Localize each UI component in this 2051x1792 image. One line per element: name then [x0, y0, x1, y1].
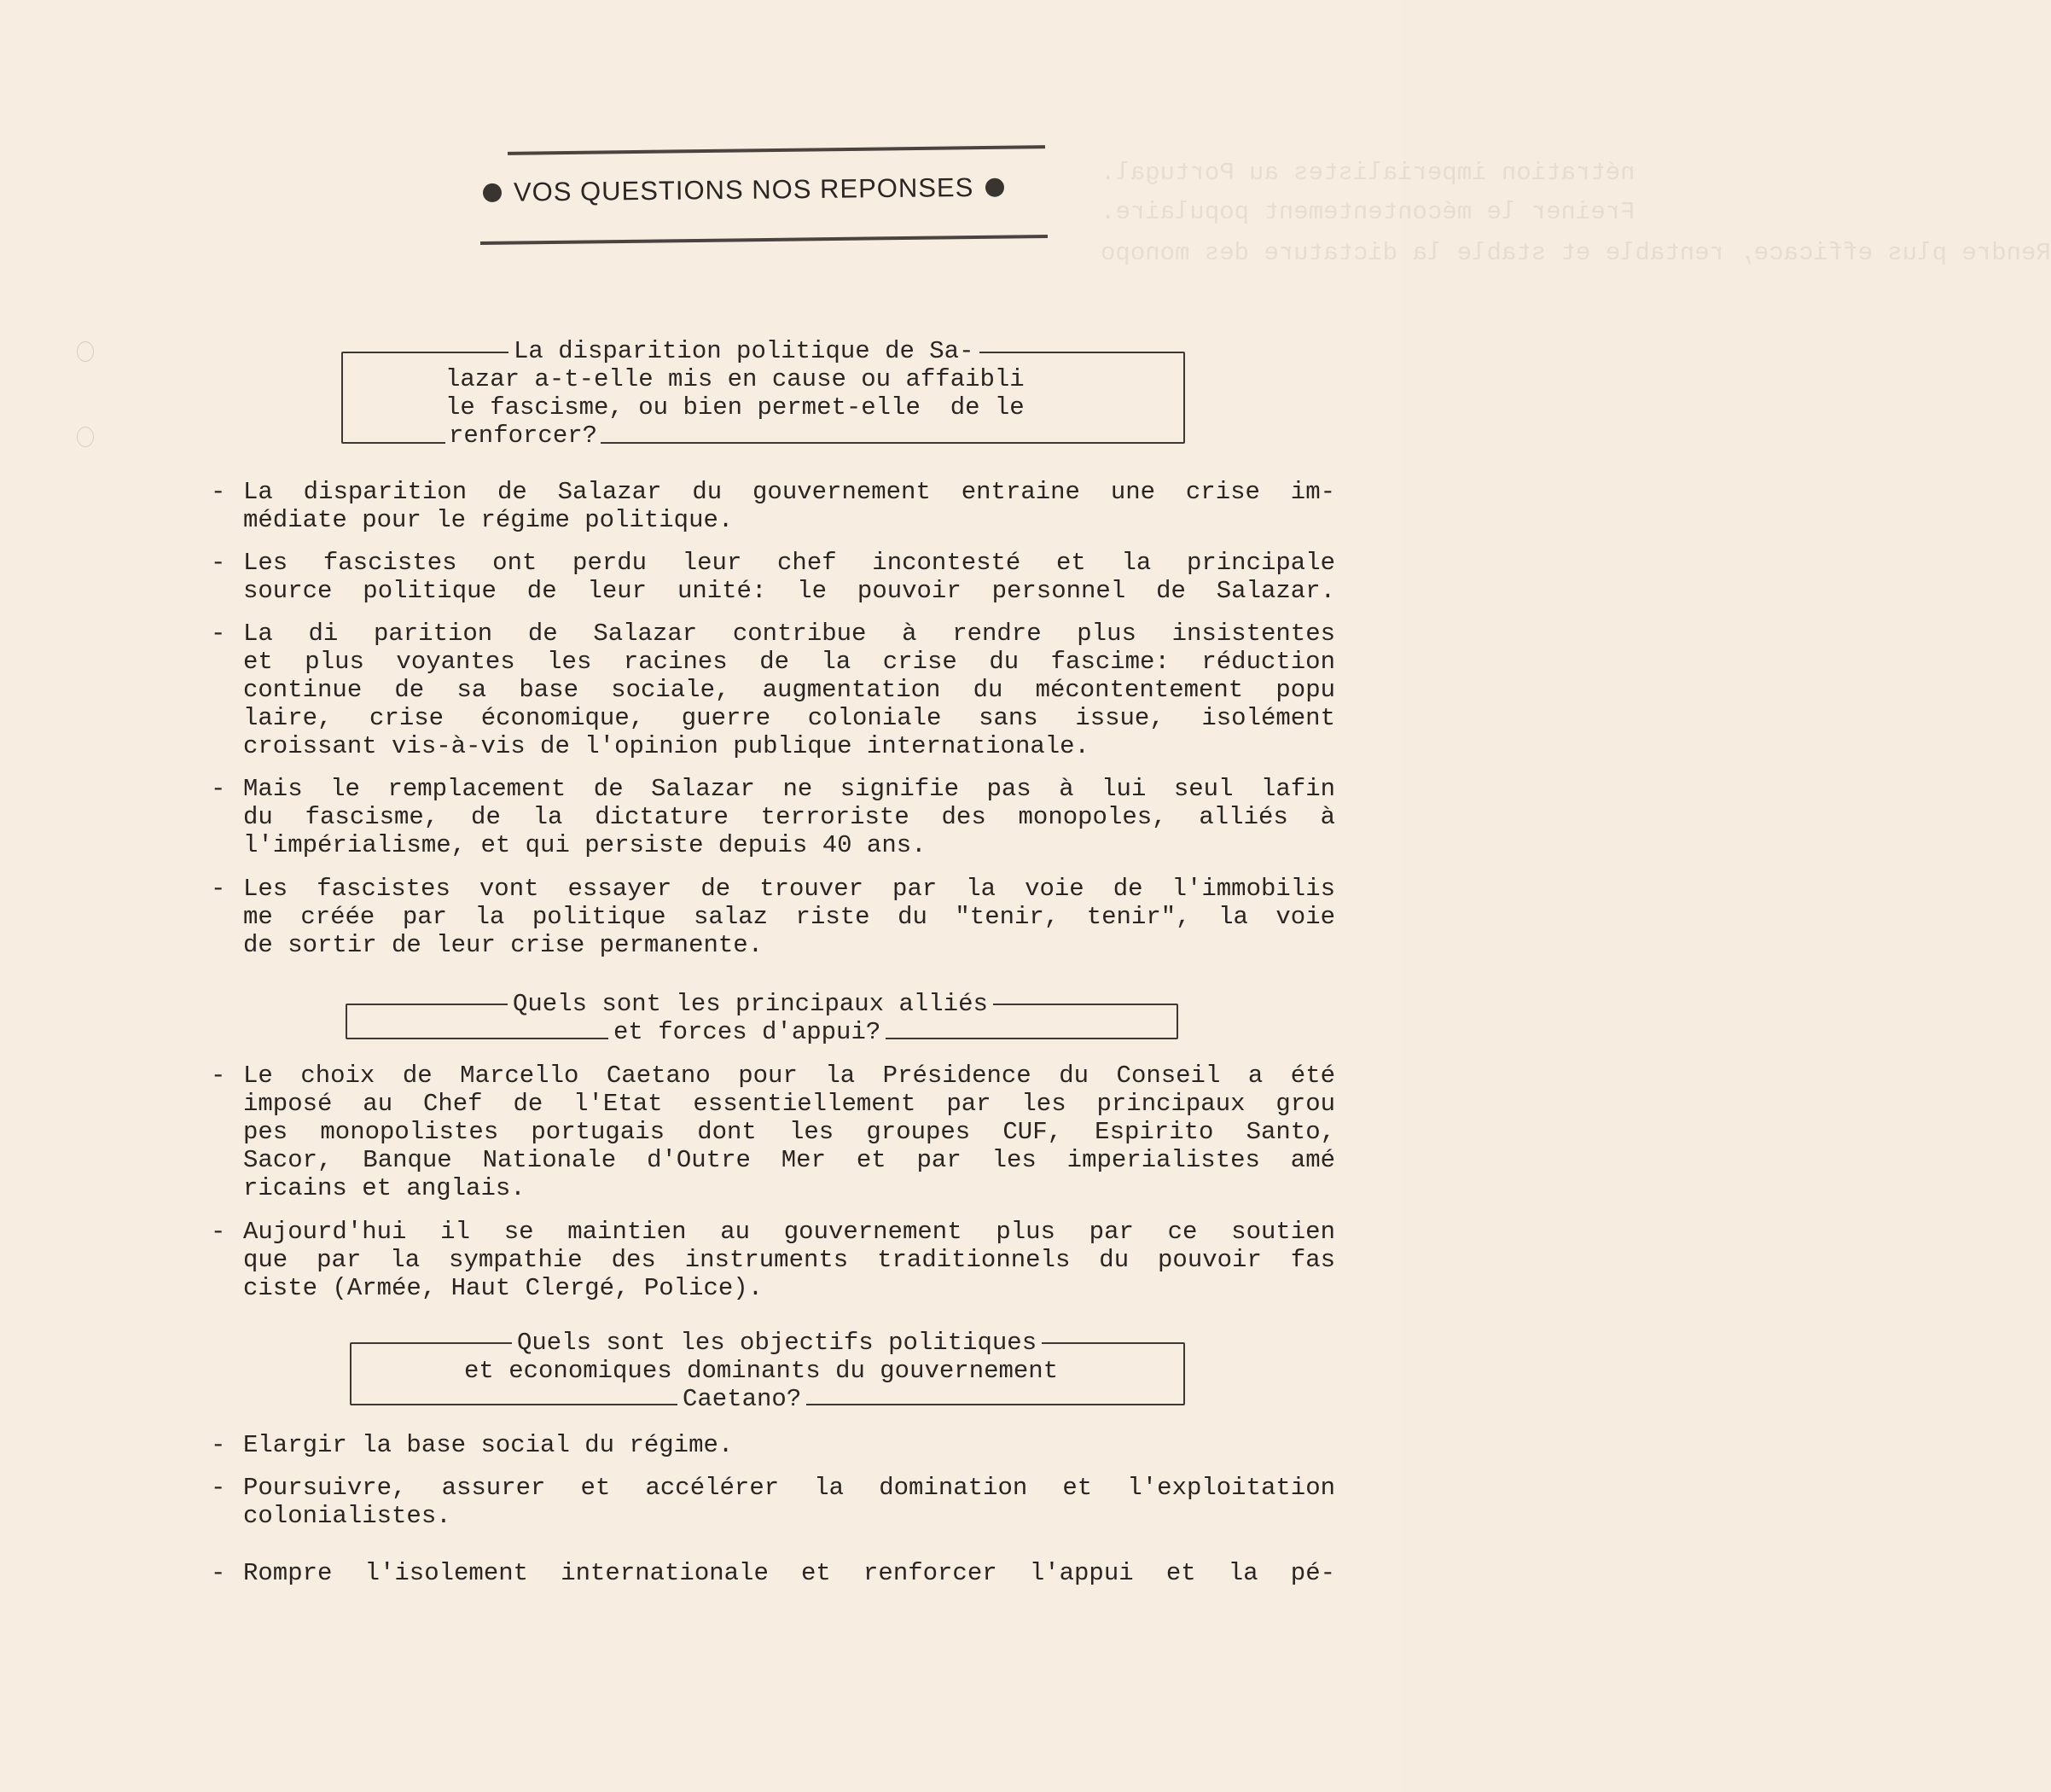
list-item-line: Le choix de Marcello Caetano pour la Présidence du Conseil a été: [243, 1062, 1335, 1090]
list-item-line: du fascisme, de la dictature terroriste des monopoles, alliés à: [243, 803, 1335, 831]
list-item-line: La di parition de Salazar contribue à rendre plus insistentes: [243, 620, 1335, 648]
bleed-through-text: Rendre plus efficace, rentable et stable la dictature des monopo: [1101, 239, 2051, 267]
list-item-line: l'impérialisme, et qui persiste depuis 40 ans.: [243, 831, 927, 859]
list-dash: -: [211, 1062, 226, 1090]
section-header: [483, 172, 1046, 208]
list-dash: -: [211, 1218, 226, 1246]
list-dash: -: [211, 1431, 226, 1459]
list-dash: -: [211, 620, 226, 648]
bleed-through-text: nétration imperialistes au Portugal.: [1101, 159, 1636, 187]
list-item-line: ricains et anglais.: [243, 1174, 526, 1202]
list-item-line: Sacor, Banque Nationale d'Outre Mer et par les imperialistes amé: [243, 1146, 1335, 1174]
list-item-line: continue de sa base sociale, augmentation du mécontentement popu: [243, 676, 1335, 704]
list-item-line: Elargir la base social du régime.: [243, 1431, 734, 1459]
header-rule-bottom: [480, 235, 1048, 245]
list-dash: -: [211, 775, 226, 803]
question-line: et forces d'appui?: [608, 1018, 886, 1046]
list-dash: -: [211, 1559, 226, 1587]
list-item-line: Les fascistes vont essayer de trouver par la voie de l'immobilis: [243, 875, 1335, 903]
list-item-line: laire, crise économique, guerre coloniale sans issue, isolément: [243, 704, 1335, 732]
question-line: Caetano?: [677, 1385, 806, 1413]
list-item-line: de sortir de leur crise permanente.: [243, 931, 764, 959]
list-item-line: médiate pour le régime politique.: [243, 506, 734, 534]
punch-hole-mark: [77, 427, 94, 447]
list-item-line: Aujourd'hui il se maintien au gouvernement plus par ce soutien: [243, 1218, 1335, 1246]
list-dash: -: [211, 478, 226, 506]
question-line: Quels sont les objectifs politiques: [512, 1329, 1042, 1357]
list-item-line: croissant vis-à-vis de l'opinion publique internationale.: [243, 732, 1089, 760]
list-item-line: Mais le remplacement de Salazar ne signifie pas à lui seul lafin: [243, 775, 1335, 803]
list-item-line: Les fascistes ont perdu leur chef incontesté et la principale: [243, 549, 1335, 577]
bullet-dot-icon: [483, 183, 502, 202]
header-rule-top: [508, 145, 1045, 155]
bullet-dot-icon: [985, 178, 1004, 197]
list-item-line: que par la sympathie des instruments traditionnels du pouvoir fas: [243, 1246, 1335, 1274]
punch-hole-mark: [77, 341, 94, 362]
question-line: et economiques dominants du gouvernement: [464, 1357, 1059, 1385]
list-item-line: me créée par la politique salaz riste du "tenir, tenir", la voie: [243, 903, 1335, 931]
list-item-line: Rompre l'isolement internationale et renforcer l'appui et la pé-: [243, 1559, 1335, 1587]
list-item-line: imposé au Chef de l'Etat essentiellement par les principaux grou: [243, 1090, 1335, 1118]
list-item-line: La disparition de Salazar du gouvernement entraine une crise im-: [243, 478, 1335, 506]
question-line: lazar a-t-elle mis en cause ou affaibli: [445, 365, 1025, 393]
list-dash: -: [211, 1474, 226, 1502]
list-dash: -: [211, 875, 226, 903]
bleed-through-text: Freiner le mécontentement populaire.: [1101, 198, 1636, 226]
list-item-line: pes monopolistes portugais dont les groupes CUF, Espirito Santo,: [243, 1118, 1335, 1146]
list-item-line: source politique de leur unité: le pouvoir personnel de Salazar.: [243, 577, 1335, 605]
list-dash: -: [211, 549, 226, 577]
list-item-line: Poursuivre, assurer et accélérer la domination et l'exploitation: [243, 1474, 1335, 1502]
question-line: La disparition politique de Sa-: [508, 337, 979, 365]
section-header-title: VOS QUESTIONS NOS REPONSES: [513, 172, 974, 207]
question-line: le fascisme, ou bien permet-elle de le: [445, 393, 1025, 422]
list-item-line: colonialistes.: [243, 1502, 451, 1530]
list-item-line: ciste (Armée, Haut Clergé, Police).: [243, 1274, 764, 1302]
list-item-line: et plus voyantes les racines de la crise du fascime: réduction: [243, 648, 1335, 676]
question-line: renforcer?: [445, 422, 601, 450]
question-line: Quels sont les principaux alliés: [508, 990, 993, 1018]
